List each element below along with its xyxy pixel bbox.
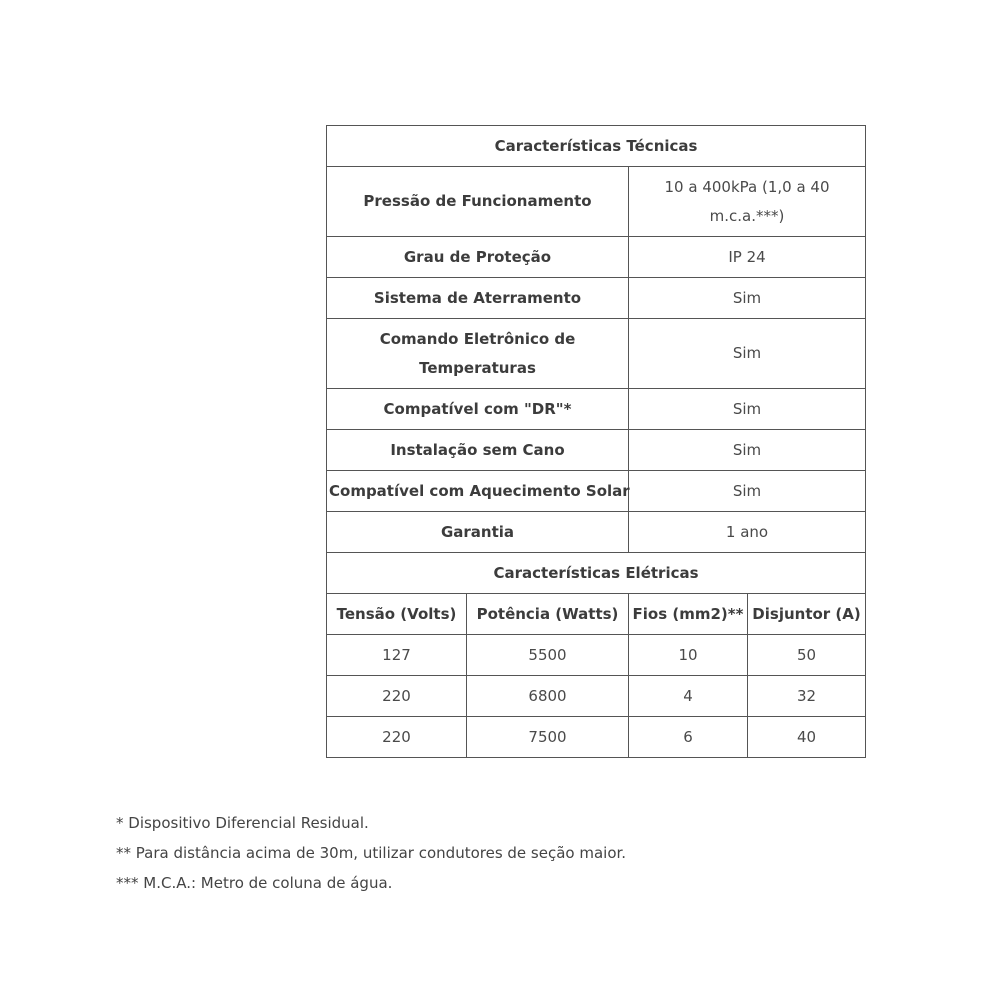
elec-row [327, 676, 866, 717]
power-cell: 5500 [467, 635, 629, 676]
wires-cell: 6 [629, 717, 748, 758]
column-header-power: Potência (Watts) [467, 594, 629, 635]
breaker-cell: 40 [748, 717, 866, 758]
tech-row [327, 430, 866, 471]
tech-label: Pressão de Funcionamento [327, 167, 629, 237]
column-header-breaker: Disjuntor (A) [748, 594, 866, 635]
tech-value: 1 ano [629, 512, 866, 553]
wires-cell: 10 [629, 635, 748, 676]
tech-value: Sim [629, 430, 866, 471]
voltage-cell: 127 [327, 635, 467, 676]
tech-header-row [327, 126, 866, 167]
elec-columns-row [327, 594, 866, 635]
breaker-cell: 50 [748, 635, 866, 676]
tech-row [327, 389, 866, 430]
tech-value: 10 a 400kPa (1,0 a 40 m.c.a.***) [629, 167, 866, 237]
elec-row [327, 717, 866, 758]
tech-label: Garantia [327, 512, 629, 553]
column-header-wires: Fios (mm2)** [629, 594, 748, 635]
tech-label: Grau de Proteção [327, 237, 629, 278]
power-cell: 7500 [467, 717, 629, 758]
tech-row [327, 167, 866, 237]
tech-label: Sistema de Aterramento [327, 278, 629, 319]
wires-cell: 4 [629, 676, 748, 717]
tech-label: Comando Eletrônico de Temperaturas [327, 319, 629, 389]
column-header-voltage: Tensão (Volts) [327, 594, 467, 635]
footnote: * Dispositivo Diferencial Residual. [116, 814, 369, 832]
specifications-table [326, 125, 866, 758]
tech-row [327, 278, 866, 319]
footnotes [116, 808, 936, 898]
elec-row [327, 635, 866, 676]
footnote: ** Para distância acima de 30m, utilizar condutores de seção maior. [116, 844, 627, 862]
tech-row [327, 319, 866, 389]
breaker-cell: 32 [748, 676, 866, 717]
elec-header: Características Elétricas [327, 553, 866, 594]
tech-label: Instalação sem Cano [327, 430, 629, 471]
tech-header: Características Técnicas [327, 126, 866, 167]
tech-value: IP 24 [629, 237, 866, 278]
tech-label: Compatível com Aquecimento Solar [327, 471, 629, 512]
tech-value: Sim [629, 389, 866, 430]
tech-value: Sim [629, 319, 866, 389]
elec-header-row [327, 553, 866, 594]
tech-value: Sim [629, 471, 866, 512]
tech-value: Sim [629, 278, 866, 319]
power-cell: 6800 [467, 676, 629, 717]
tech-row [327, 471, 866, 512]
tech-label: Compatível com "DR"* [327, 389, 629, 430]
tech-row [327, 512, 866, 553]
voltage-cell: 220 [327, 717, 467, 758]
footnote: *** M.C.A.: Metro de coluna de água. [116, 874, 393, 892]
tech-row [327, 237, 866, 278]
voltage-cell: 220 [327, 676, 467, 717]
